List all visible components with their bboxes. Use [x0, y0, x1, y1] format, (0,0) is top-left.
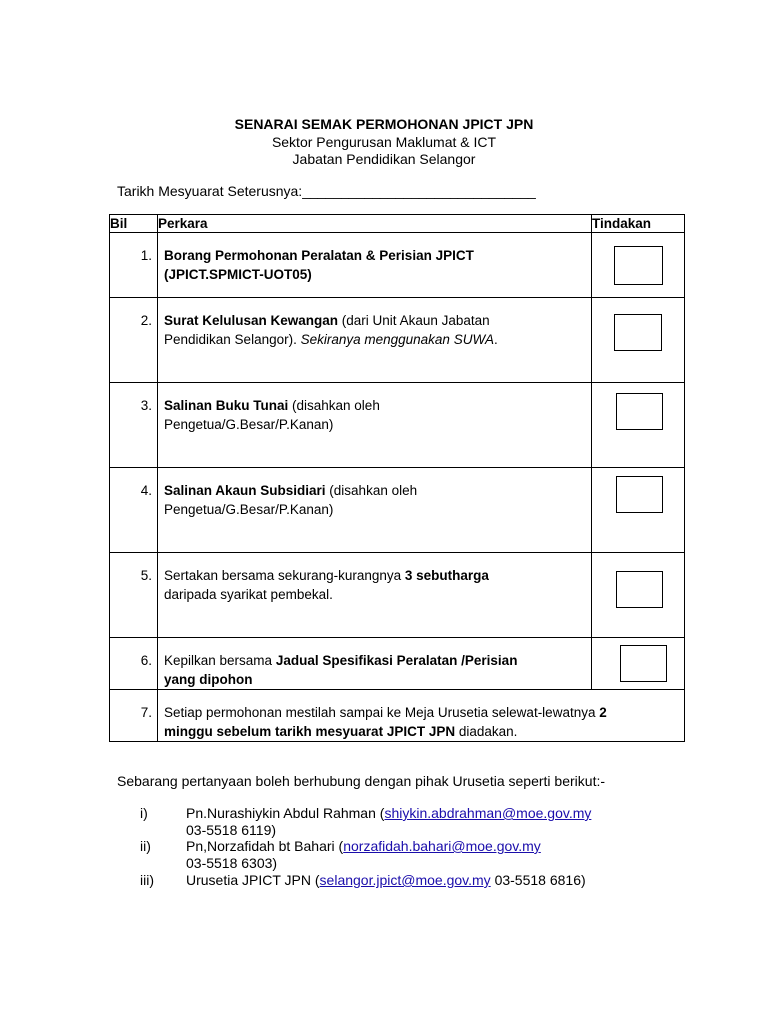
contact-phone: 03-5518 6303) [186, 855, 278, 871]
item-title: Salinan Buku Tunai [164, 398, 289, 413]
contact-phone: 03-5518 6119) [186, 822, 277, 838]
row-item [158, 690, 685, 742]
contact-name: Urusetia JPICT JPN ( [186, 872, 320, 888]
row-item [158, 298, 592, 383]
action-cell [592, 553, 685, 638]
document-title: SENARAI SEMAK PERMOHONAN JPICT JPN [234, 116, 534, 132]
checkbox[interactable] [616, 571, 663, 608]
header-tindakan: Tindakan [592, 215, 685, 233]
row-number: 2. [110, 298, 158, 383]
item-code: (JPICT.SPMICT-UOT05) [164, 267, 312, 282]
contact-intro: Sebarang pertanyaan boleh berhubung dengan pihak Urusetia seperti berikut:- [117, 773, 606, 789]
table-row [110, 298, 685, 383]
item-text: Sertakan bersama sekurang-kurangnya [164, 568, 405, 583]
table-row [110, 553, 685, 638]
action-cell [592, 233, 685, 298]
contact-name: Pn.Nurashiykin Abdul Rahman ( [186, 805, 385, 821]
item-title: Borang Permohonan Peralatan & Perisian JPICT [164, 248, 474, 263]
item-text: diadakan. [455, 724, 518, 739]
row-number: 4. [110, 468, 158, 553]
document-subtitle-department: Jabatan Pendidikan Selangor [292, 151, 476, 167]
contact-entry [186, 805, 591, 839]
item-text: Pengetua/G.Besar/P.Kanan) [164, 417, 334, 432]
item-text: Kepilkan bersama [164, 653, 276, 668]
checklist-table [109, 214, 685, 742]
item-highlight: Jadual Spesifikasi Peralatan /Perisian [275, 653, 518, 668]
item-highlight: 2 [599, 705, 607, 720]
checkbox[interactable] [616, 393, 663, 430]
email-link[interactable]: shiykin.abdrahman@moe.gov.my [384, 805, 592, 821]
item-text: Pengetua/G.Besar/P.Kanan) [164, 502, 334, 517]
header-perkara: Perkara [158, 215, 592, 233]
contact-phone: 03-5518 6816) [490, 872, 586, 888]
contact-number: iii) [140, 872, 154, 888]
email-link[interactable]: norzafidah.bahari@moe.gov.my [343, 838, 541, 854]
table-row [110, 690, 685, 742]
checkbox[interactable] [616, 476, 663, 513]
document-subtitle-sector: Sektor Pengurusan Maklumat & ICT [271, 134, 497, 150]
row-item [158, 638, 592, 690]
contact-entry [186, 872, 586, 889]
item-title: Salinan Akaun Subsidiari [164, 483, 326, 498]
checkbox[interactable] [620, 645, 667, 682]
item-text: (dari Unit Akaun Jabatan [338, 313, 490, 328]
contact-number: i) [140, 805, 148, 821]
table-row [110, 638, 685, 690]
item-text: daripada syarikat pembekal. [164, 587, 333, 602]
item-highlight: minggu sebelum tarikh mesyuarat JPICT JPN [164, 724, 456, 739]
action-cell [592, 468, 685, 553]
item-text: (disahkan oleh [325, 483, 418, 498]
meeting-date-line: Tarikh Mesyuarat Seterusnya:______________________________ [117, 183, 536, 199]
checkbox[interactable] [614, 246, 663, 285]
header-bil: Bil [110, 215, 158, 233]
table-header-row [110, 215, 685, 233]
row-item [158, 233, 592, 298]
row-number: 1. [110, 233, 158, 298]
table-row [110, 383, 685, 468]
table-row [110, 233, 685, 298]
item-text: (disahkan oleh [288, 398, 380, 413]
item-text: Pendidikan Selangor). [164, 332, 301, 347]
contact-number: ii) [140, 838, 151, 854]
contact-name: Pn,Norzafidah bt Bahari ( [186, 838, 344, 854]
item-note: Sekiranya menggunakan SUWA [300, 332, 494, 347]
table-row [110, 468, 685, 553]
row-number: 3. [110, 383, 158, 468]
row-number: 6. [110, 638, 158, 690]
row-item [158, 553, 592, 638]
row-number: 7. [110, 690, 158, 742]
row-item [158, 383, 592, 468]
email-link[interactable]: selangor.jpict@moe.gov.my [319, 872, 491, 888]
item-highlight: 3 sebutharga [404, 568, 489, 583]
row-item [158, 468, 592, 553]
action-cell [592, 638, 685, 690]
item-title: Surat Kelulusan Kewangan [164, 313, 339, 328]
row-number: 5. [110, 553, 158, 638]
item-highlight: yang dipohon [164, 672, 253, 687]
checkbox[interactable] [614, 314, 662, 351]
item-text: Setiap permohonan mestilah sampai ke Meja Urusetia selewat-lewatnya [164, 705, 600, 720]
item-text: . [493, 332, 498, 347]
action-cell [592, 383, 685, 468]
contact-entry [186, 838, 541, 872]
action-cell [592, 298, 685, 383]
